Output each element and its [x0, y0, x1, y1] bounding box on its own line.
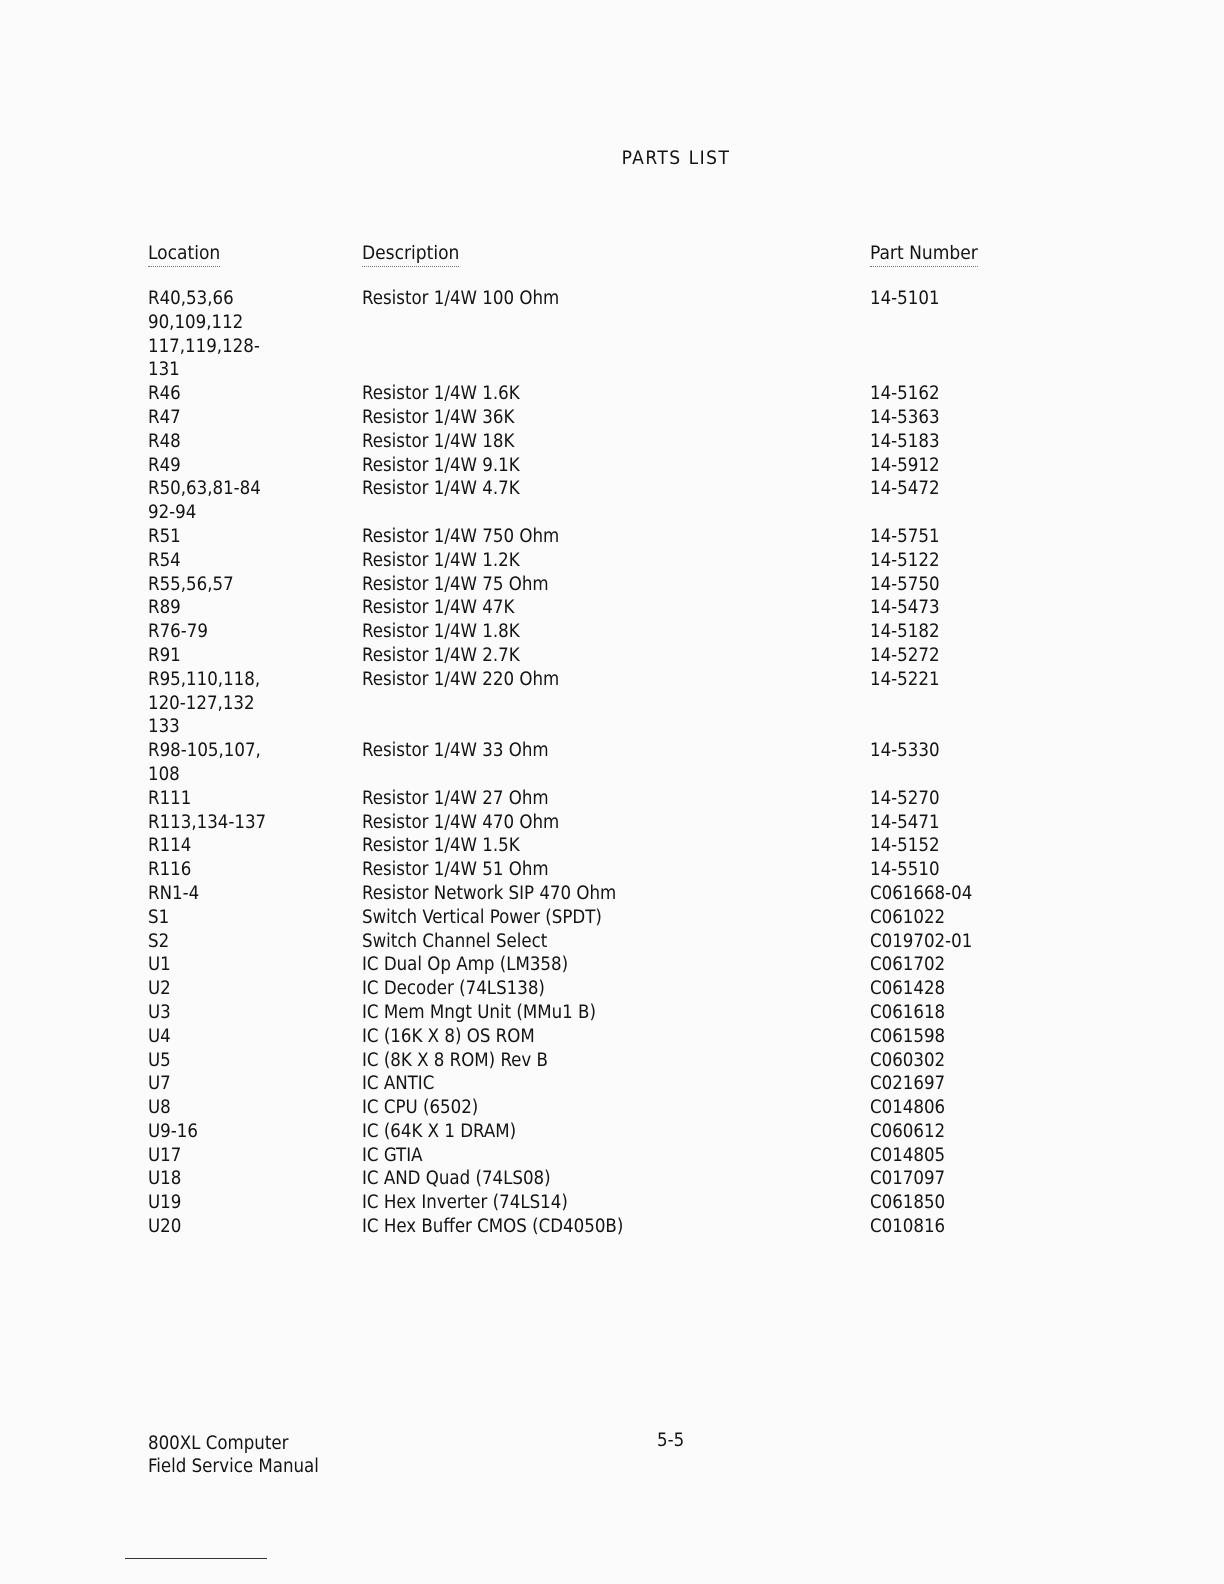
location-cell: U18 [148, 1168, 182, 1190]
description-cell: Resistor 1/4W 47K [362, 597, 515, 619]
part-number-cell: C010816 [870, 1216, 946, 1238]
header-location: Location [148, 242, 220, 267]
location-cell: R95,110,118, 120-127,132 133 [148, 668, 261, 738]
table-row [148, 477, 1048, 525]
location-cell: R51 [148, 525, 181, 547]
location-cell: R91 [148, 644, 181, 666]
table-row [148, 1049, 1048, 1073]
location-cell: R40,53,66 90,109,112 117,119,128- 131 [148, 288, 260, 381]
part-number-cell: C060612 [870, 1120, 946, 1142]
description-cell: Resistor 1/4W 1.8K [362, 621, 520, 643]
part-number-cell: 14-5472 [870, 478, 940, 500]
description-cell: IC Hex Inverter (74LS14) [362, 1192, 568, 1214]
location-cell: U17 [148, 1144, 182, 1166]
table-row [148, 787, 1048, 811]
table-row [148, 811, 1048, 835]
table-row [148, 1191, 1048, 1215]
table-row [148, 1025, 1048, 1049]
part-number-cell: 14-5152 [870, 835, 940, 857]
location-cell: R49 [148, 454, 181, 476]
table-row [148, 430, 1048, 454]
location-cell: R98-105,107, 108 [148, 740, 261, 785]
table-row [148, 1001, 1048, 1025]
table-row [148, 596, 1048, 620]
part-number-cell: C061598 [870, 1025, 946, 1047]
part-number-cell: C017097 [870, 1168, 946, 1190]
description-cell: Resistor 1/4W 75 Ohm [362, 573, 549, 595]
part-number-cell: 14-5221 [870, 668, 940, 690]
part-number-cell: C061702 [870, 954, 946, 976]
location-cell: R47 [148, 406, 181, 428]
description-cell: Resistor 1/4W 9.1K [362, 454, 520, 476]
part-number-cell: C060302 [870, 1049, 946, 1071]
location-cell: U5 [148, 1049, 171, 1071]
location-cell: R55,56,57 [148, 573, 234, 595]
location-cell: R114 [148, 835, 192, 857]
description-cell: Resistor 1/4W 750 Ohm [362, 525, 560, 547]
location-cell: RN1-4 [148, 882, 200, 904]
description-cell: IC ANTIC [362, 1073, 435, 1095]
table-row [148, 406, 1048, 430]
part-number-cell: C061668-04 [870, 882, 973, 904]
table-row [148, 1096, 1048, 1120]
part-number-cell: 14-5751 [870, 525, 940, 547]
table-row [148, 287, 1048, 382]
table-row [148, 953, 1048, 977]
table-row [148, 620, 1048, 644]
table-row [148, 573, 1048, 597]
part-number-cell: C061618 [870, 1001, 946, 1023]
location-cell: S2 [148, 930, 170, 952]
description-cell: IC CPU (6502) [362, 1097, 479, 1119]
description-cell: Switch Vertical Power (SPDT) [362, 906, 602, 928]
table-row [148, 668, 1048, 739]
location-cell: R46 [148, 383, 181, 405]
location-cell: R116 [148, 859, 192, 881]
part-number-cell: C061428 [870, 978, 946, 1000]
part-number-cell: 14-5330 [870, 740, 940, 762]
description-cell: Resistor 1/4W 2.7K [362, 644, 520, 666]
part-number-cell: 14-5270 [870, 787, 940, 809]
table-row [148, 525, 1048, 549]
table-row [148, 858, 1048, 882]
description-cell: Resistor 1/4W 33 Ohm [362, 740, 549, 762]
description-cell: Resistor Network SIP 470 Ohm [362, 882, 617, 904]
footer-title [148, 1432, 319, 1478]
location-cell: U19 [148, 1192, 182, 1214]
part-number-cell: C014805 [870, 1144, 946, 1166]
location-cell: R111 [148, 787, 192, 809]
location-cell: U1 [148, 954, 171, 976]
description-cell: IC Dual Op Amp (LM358) [362, 954, 569, 976]
description-cell: Resistor 1/4W 18K [362, 430, 515, 452]
table-row [148, 739, 1048, 787]
description-cell: Resistor 1/4W 1.5K [362, 835, 520, 857]
description-cell: Resistor 1/4W 470 Ohm [362, 811, 560, 833]
description-cell: IC (16K X 8) OS ROM [362, 1025, 535, 1047]
location-cell: U8 [148, 1097, 171, 1119]
location-cell: R54 [148, 549, 181, 571]
table-row [148, 1167, 1048, 1191]
table-row [148, 644, 1048, 668]
location-cell: R113,134-137 [148, 811, 267, 833]
location-cell: R89 [148, 597, 181, 619]
table-row [148, 382, 1048, 406]
header-part-number: Part Number [870, 242, 978, 267]
description-cell: Resistor 1/4W 220 Ohm [362, 668, 560, 690]
location-cell: R50,63,81-84 92-94 [148, 478, 261, 524]
description-cell: IC (8K X 8 ROM) Rev B [362, 1049, 548, 1071]
description-cell: IC Hex Buffer CMOS (CD4050B) [362, 1216, 624, 1238]
part-number-cell: C021697 [870, 1073, 946, 1095]
location-cell: U9-16 [148, 1120, 198, 1142]
table-row [148, 1144, 1048, 1168]
footer-rule [125, 1558, 267, 1559]
location-cell: U7 [148, 1073, 171, 1095]
header-description: Description [362, 242, 459, 267]
table-row [148, 834, 1048, 858]
description-cell: Resistor 1/4W 27 Ohm [362, 787, 549, 809]
page-title: PARTS LIST [621, 147, 731, 169]
description-cell: IC GTIA [362, 1144, 423, 1166]
location-cell: R48 [148, 430, 181, 452]
description-cell: Resistor 1/4W 51 Ohm [362, 859, 549, 881]
footer-line-1: 800XL Computer [148, 1433, 289, 1454]
page-number: 5-5 [657, 1430, 685, 1451]
part-number-cell: 14-5750 [870, 573, 940, 595]
part-number-cell: 14-5473 [870, 597, 940, 619]
part-number-cell: 14-5363 [870, 406, 940, 428]
location-cell: U2 [148, 978, 171, 1000]
part-number-cell: C019702-01 [870, 930, 973, 952]
table-row [148, 882, 1048, 906]
description-cell: Resistor 1/4W 36K [362, 406, 515, 428]
table-row [148, 977, 1048, 1001]
part-number-cell: 14-5510 [870, 859, 940, 881]
part-number-cell: 14-5162 [870, 383, 940, 405]
parts-table [148, 287, 1048, 1239]
description-cell: IC Decoder (74LS138) [362, 978, 545, 1000]
location-cell: S1 [148, 906, 170, 928]
description-cell: Resistor 1/4W 4.7K [362, 478, 520, 500]
description-cell: IC Mem Mngt Unit (MMu1 B) [362, 1001, 596, 1023]
location-cell: U4 [148, 1025, 171, 1047]
location-cell: U20 [148, 1216, 182, 1238]
part-number-cell: 14-5471 [870, 811, 940, 833]
part-number-cell: 14-5101 [870, 288, 940, 309]
table-row [148, 906, 1048, 930]
description-cell: IC (64K X 1 DRAM) [362, 1120, 517, 1142]
table-row [148, 1120, 1048, 1144]
footer-line-2: Field Service Manual [148, 1456, 319, 1477]
part-number-cell: C061850 [870, 1192, 946, 1214]
part-number-cell: C014806 [870, 1097, 946, 1119]
location-cell: R76-79 [148, 621, 208, 643]
description-cell: Resistor 1/4W 100 Ohm [362, 288, 560, 309]
part-number-cell: C061022 [870, 906, 946, 928]
part-number-cell: 14-5272 [870, 644, 940, 666]
part-number-cell: 14-5912 [870, 454, 940, 476]
table-row [148, 1215, 1048, 1239]
table-row [148, 454, 1048, 478]
location-cell: U3 [148, 1001, 171, 1023]
description-cell: Switch Channel Select [362, 930, 548, 952]
description-cell: IC AND Quad (74LS08) [362, 1168, 551, 1190]
table-row [148, 930, 1048, 954]
description-cell: Resistor 1/4W 1.6K [362, 383, 520, 405]
part-number-cell: 14-5183 [870, 430, 940, 452]
table-row [148, 549, 1048, 573]
description-cell: Resistor 1/4W 1.2K [362, 549, 520, 571]
table-row [148, 1072, 1048, 1096]
part-number-cell: 14-5122 [870, 549, 940, 571]
part-number-cell: 14-5182 [870, 621, 940, 643]
